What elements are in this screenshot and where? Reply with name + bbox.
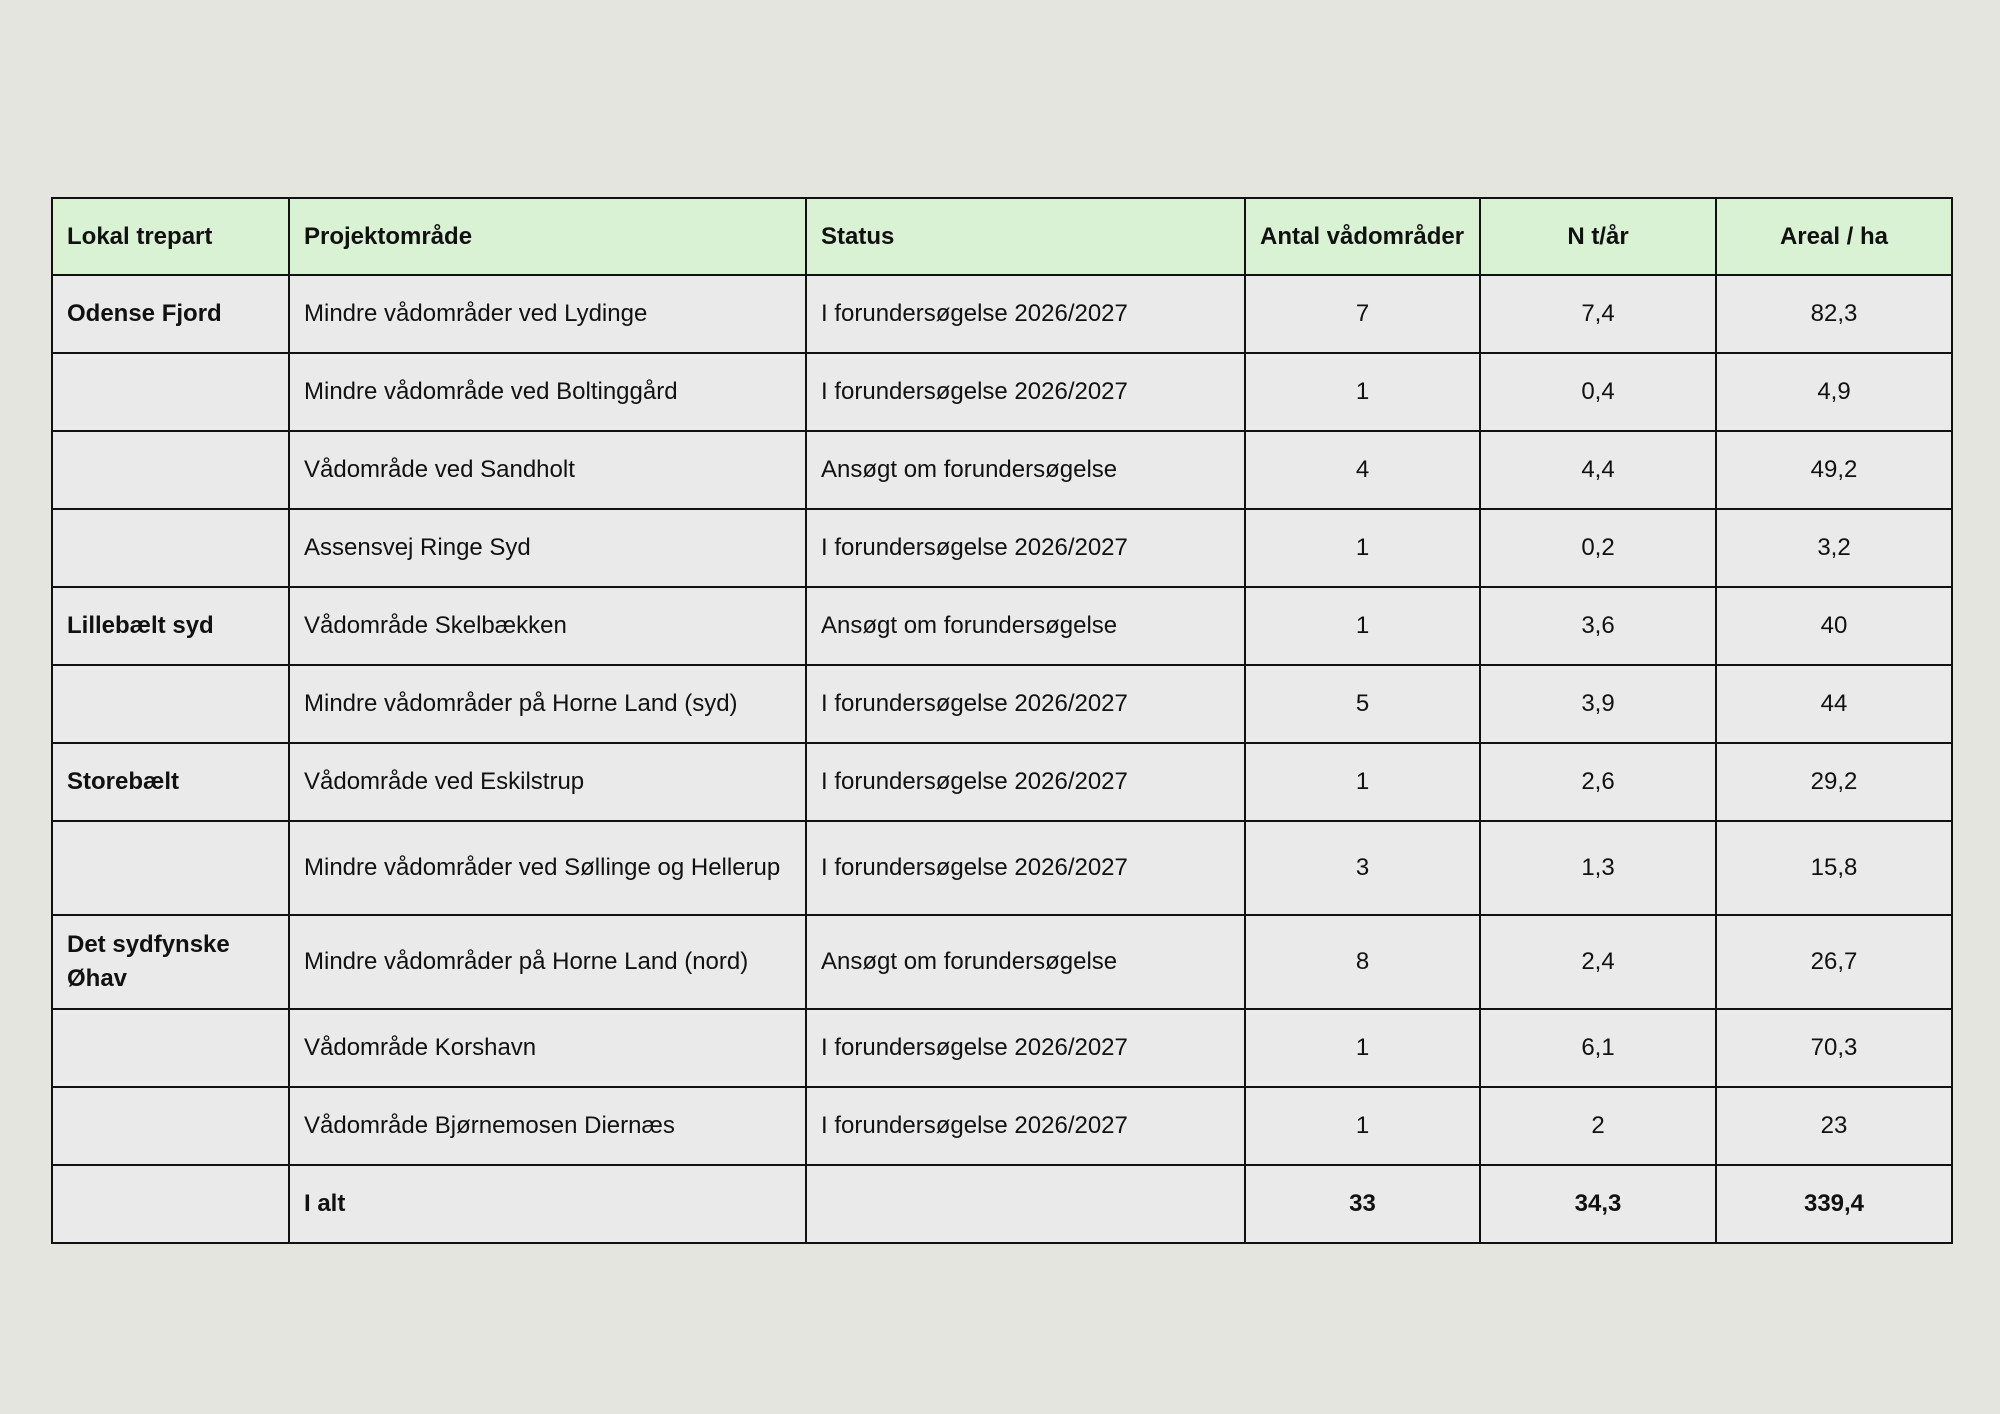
cell-antal: 7 [1245,275,1480,353]
cell-n: 2 [1480,1087,1716,1165]
cell-lokal-trepart: Storebælt [52,743,289,821]
cell-areal: 23 [1716,1087,1952,1165]
cell-antal: 1 [1245,587,1480,665]
table-row [52,509,1952,587]
cell-antal: 8 [1245,915,1480,1009]
cell-status: I forundersøgelse 2026/2027 [806,743,1245,821]
table-row [52,353,1952,431]
cell-n: 7,4 [1480,275,1716,353]
cell-status: I forundersøgelse 2026/2027 [806,821,1245,915]
cell-lokal-trepart [52,1165,289,1243]
cell-n: 6,1 [1480,1009,1716,1087]
cell-lokal-trepart [52,1009,289,1087]
cell-areal: 44 [1716,665,1952,743]
cell-status: Ansøgt om forundersøgelse [806,431,1245,509]
total-areal: 339,4 [1716,1165,1952,1243]
cell-status: I forundersøgelse 2026/2027 [806,275,1245,353]
cell-status: I forundersøgelse 2026/2027 [806,353,1245,431]
cell-lokal-trepart [52,1087,289,1165]
total-label: I alt [289,1165,806,1243]
cell-n: 3,6 [1480,587,1716,665]
table-row [52,821,1952,915]
cell-status: I forundersøgelse 2026/2027 [806,1087,1245,1165]
cell-projektomraade: Mindre vådområde ved Boltinggård [289,353,806,431]
cell-n: 0,2 [1480,509,1716,587]
cell-lokal-trepart [52,353,289,431]
header-lokal-trepart: Lokal trepart [52,198,289,275]
cell-areal: 3,2 [1716,509,1952,587]
cell-areal: 40 [1716,587,1952,665]
table-row [52,665,1952,743]
cell-n: 2,6 [1480,743,1716,821]
table-row [52,915,1952,1009]
cell-lokal-trepart [52,509,289,587]
cell-projektomraade: Mindre vådområder ved Lydinge [289,275,806,353]
cell-projektomraade: Mindre vådområder ved Søllinge og Hellerup [289,821,806,915]
total-row [52,1165,1952,1243]
cell-areal: 26,7 [1716,915,1952,1009]
header-row [52,198,1952,275]
cell-antal: 1 [1245,743,1480,821]
cell-projektomraade: Mindre vådområder på Horne Land (syd) [289,665,806,743]
cell-antal: 1 [1245,1087,1480,1165]
cell-antal: 4 [1245,431,1480,509]
cell-lokal-trepart: Odense Fjord [52,275,289,353]
cell-lokal-trepart [52,665,289,743]
cell-areal: 70,3 [1716,1009,1952,1087]
cell-areal: 4,9 [1716,353,1952,431]
cell-status [806,1165,1245,1243]
table-row [52,743,1952,821]
cell-status: I forundersøgelse 2026/2027 [806,665,1245,743]
table-row [52,587,1952,665]
cell-projektomraade: Assensvej Ringe Syd [289,509,806,587]
cell-lokal-trepart [52,431,289,509]
cell-n: 3,9 [1480,665,1716,743]
total-n: 34,3 [1480,1165,1716,1243]
header-antal-vaadomraader: Antal vådområder [1245,198,1480,275]
cell-status: I forundersøgelse 2026/2027 [806,1009,1245,1087]
cell-lokal-trepart: Lillebælt syd [52,587,289,665]
cell-areal: 82,3 [1716,275,1952,353]
cell-antal: 1 [1245,353,1480,431]
header-projektomraade: Projektområde [289,198,806,275]
cell-projektomraade: Vådområde Korshavn [289,1009,806,1087]
cell-areal: 49,2 [1716,431,1952,509]
cell-n: 4,4 [1480,431,1716,509]
cell-areal: 29,2 [1716,743,1952,821]
header-areal-ha: Areal / ha [1716,198,1952,275]
total-antal: 33 [1245,1165,1480,1243]
cell-n: 1,3 [1480,821,1716,915]
header-n-tons-per-year: N t/år [1480,198,1716,275]
cell-antal: 1 [1245,509,1480,587]
cell-projektomraade: Vådområde ved Eskilstrup [289,743,806,821]
header-status: Status [806,198,1245,275]
cell-status: I forundersøgelse 2026/2027 [806,509,1245,587]
cell-antal: 5 [1245,665,1480,743]
table-row [52,1087,1952,1165]
cell-projektomraade: Vådområde Bjørnemosen Diernæs [289,1087,806,1165]
cell-projektomraade: Vådområde ved Sandholt [289,431,806,509]
cell-projektomraade: Mindre vådområder på Horne Land (nord) [289,915,806,1009]
cell-n: 2,4 [1480,915,1716,1009]
cell-antal: 1 [1245,1009,1480,1087]
cell-status: Ansøgt om forundersøgelse [806,587,1245,665]
cell-antal: 3 [1245,821,1480,915]
table-row [52,431,1952,509]
cell-areal: 15,8 [1716,821,1952,915]
cell-lokal-trepart [52,821,289,915]
cell-lokal-trepart: Det sydfynske Øhav [52,915,289,1009]
table-row [52,1009,1952,1087]
cell-status: Ansøgt om forundersøgelse [806,915,1245,1009]
table-row [52,275,1952,353]
cell-projektomraade: Vådområde Skelbækken [289,587,806,665]
wetland-projects-table [51,197,1953,1244]
cell-n: 0,4 [1480,353,1716,431]
